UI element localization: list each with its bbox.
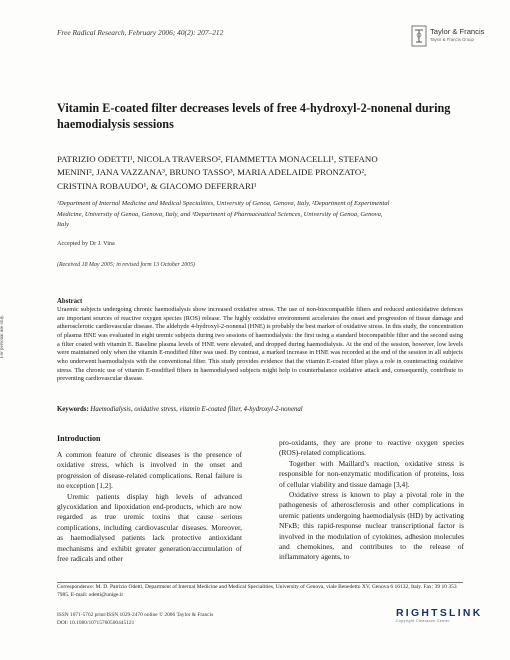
rightslink-logo[interactable] bbox=[396, 608, 491, 628]
abstract-body: Uraemic subjects undergoing chronic haemodialysis show increased oxidative stress. The use of non-biocompatible filters and reduced antioxidative defences are important sources of reactive oxygen species (ROS) release. The highly oxidative environment accelerates the onset and progression of tissue damage and atherosclerotic cardiovascular disease. The aldehyde 4-hydroxyl-2-nonenal (HNE) is probably the best marker of oxidative stress. In this study, the concentration of plasma HNE was evaluated in eight uremic subjects during two sessions of haemodialysis: the first using a standard biocompatible filter and the second using a filter coated with vitamin E. Baseline plasma levels of HNE were elevated, and dropped during haemodialysis. At the end of the session, however, low levels were maintained only when the vitamin E-modified filter was used. By contrast, a marked increase in HNE was recorded at the end of the session in all subjects who underwent haemodialysis with the conventional filter. This study provides evidence that the vitamin E-coated filter plays a role in counteracting oxidative stress. The chronic use of vitamin E-modified filters in haemodialysed subjects might help to counterbalance oxidative attack and, consequently, contribute to preventing cardiovascular disease. bbox=[57, 306, 463, 383]
abstract-heading: Abstract bbox=[57, 298, 83, 305]
side-note-line-2: For personal use only. bbox=[0, 314, 5, 358]
issn-line: ISSN 1071-5762 print/ISSN 1029-2470 online © 2006 Taylor & Francis bbox=[57, 612, 214, 618]
rightslink-wordmark: RIGHTSLINK bbox=[396, 608, 483, 619]
publisher-group: Taylor & Francis Group bbox=[430, 37, 474, 42]
footnote-divider bbox=[57, 582, 463, 583]
left-column bbox=[57, 450, 242, 564]
author-line-1: PATRIZIO ODETTI¹, NICOLA TRAVERSO², FIAMMETTA MONACELLI¹, STEFANO bbox=[57, 154, 378, 164]
publisher-logo bbox=[411, 25, 501, 49]
affiliation-line-3: Italy bbox=[57, 221, 70, 228]
author-line-2: MENINI², JANA VAZZANA³, BRUNO TASSO³, MARIA ADELAIDE PRONZATO², bbox=[57, 167, 367, 178]
intro-paragraph-1: A common feature of chronic diseases is the presence of oxidative stress, which is involved in the onset and progression of disease-related complications. Renal failure is no exception [1,2]. bbox=[57, 450, 242, 491]
publisher-name: Taylor & Francis bbox=[430, 27, 485, 36]
keywords bbox=[57, 406, 463, 413]
received-dates: (Received 18 May 2005; in revised form 13 October 2005) bbox=[57, 262, 196, 268]
journal-citation: Free Radical Research, February 2006; 40(2): 207–212 bbox=[57, 28, 224, 37]
accepted-by: Accepted by Dr J. Vina bbox=[57, 240, 115, 247]
introduction-heading: Introduction bbox=[57, 434, 101, 443]
correspondence-footnote: Correspondence: M. D. Patrizio Odetti, Department of Internal Medicine and Medical Specialities, University of Genova, viale Benedetto XV, Genova 6 16132, Italy. Fax: 39 10 353 7985. E-mail: odetti@unige.it bbox=[57, 584, 457, 598]
issn-doi bbox=[57, 612, 213, 627]
affiliations bbox=[57, 199, 467, 231]
doi-line: DOI: 10.1080/10715760500445121 bbox=[57, 619, 135, 626]
author-line-3: CRISTINA ROBAUDO¹, & GIACOMO DEFERRARI¹ bbox=[57, 180, 257, 191]
intro-paragraph-3: pro-oxidants, they are prone to reactive oxygen species (ROS)-related complications. bbox=[279, 438, 464, 458]
affiliation-line-1: ¹Department of Internal Medicine and Medical Specialities, University of Genoa, Genova, Italy, ²Department of Experimental bbox=[57, 200, 390, 207]
rightslink-tagline: Copyright Clearance Center bbox=[396, 619, 450, 623]
right-column bbox=[279, 438, 464, 563]
publisher-emblem-icon bbox=[411, 25, 427, 47]
affiliation-line-2: Medicine, University of Genoa, Genova, Italy, and ³Department of Pharmaceutical Sciences, University of Genoa, Genova, bbox=[57, 210, 383, 218]
keywords-text: Haemodialysis, oxidative stress, vitamin E-coated filter, 4-hydroxyl-2-nonenal bbox=[90, 406, 303, 413]
keywords-label: Keywords: bbox=[57, 406, 89, 413]
intro-paragraph-4: Together with Maillard’s reaction, oxidative stress is responsible for non-enzymatic modification of proteins, loss of cellular viability and tissue damage [3,4]. bbox=[279, 458, 464, 489]
author-list bbox=[57, 153, 467, 193]
intro-paragraph-5: Oxidative stress is known to play a pivotal role in the pathogenesis of atherosclerosis and other complications in uremic patients undergoing haemodialysis (HD) by activating NFκB; this rapid-response nuclear transcriptional factor is involved in the modulation of cytokines, adhesion molecules and chemokines, and contributes to the release of inflammatory agents, to bbox=[279, 490, 464, 562]
intro-paragraph-2: Uremic patients display high levels of advanced glycoxidation and lipoxidation end-products, which are now regarded as true uremic toxins that cause serious complications, including cardiovascular diseases. Moreover, as haemodialysed patients lack protective antioxidant mechanisms and exhibit greater generation/accumulation of free radicals and other bbox=[57, 491, 242, 564]
article-title: Vitamin E-coated filter decreases levels of free 4-hydroxyl-2-nonenal during haemodialysis sessions bbox=[57, 101, 451, 131]
